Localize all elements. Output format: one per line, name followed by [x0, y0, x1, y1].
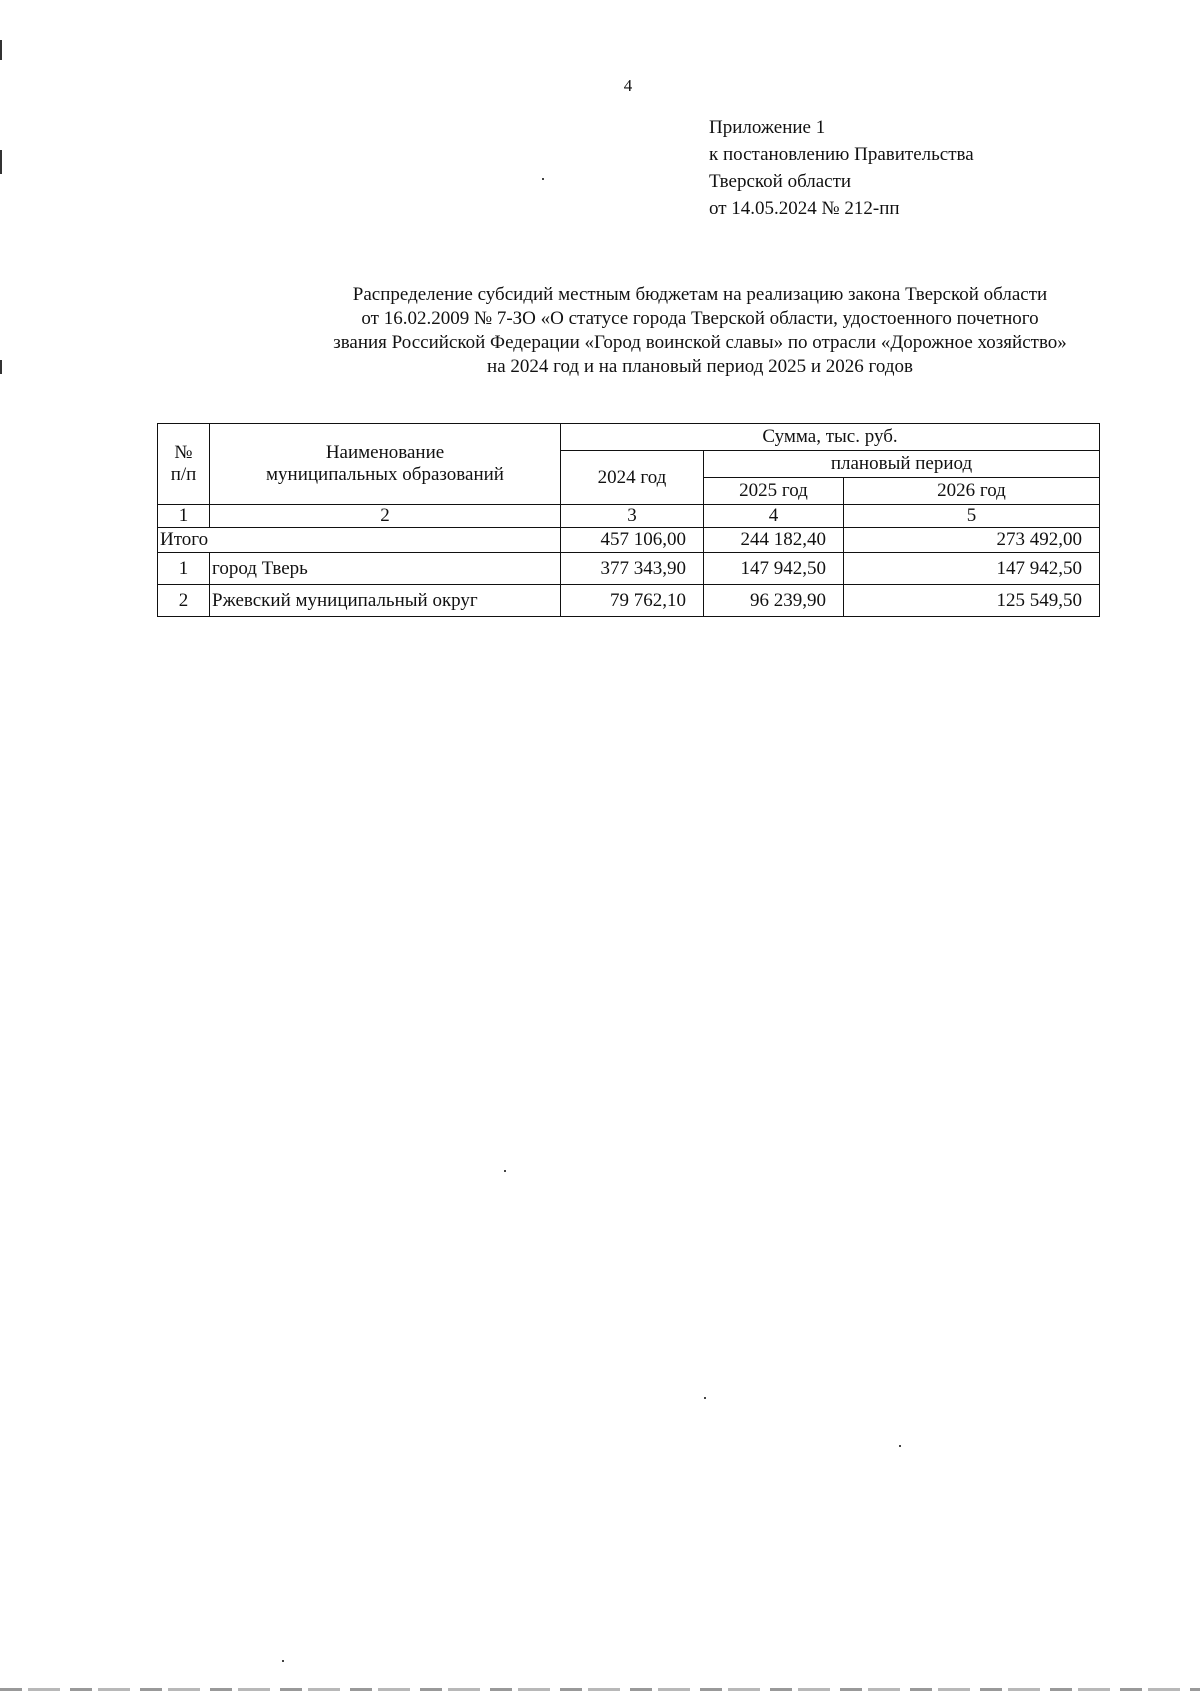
scan-speck: [504, 1170, 506, 1172]
row-2025: 147 942,50: [704, 553, 844, 585]
total-2024: 457 106,00: [561, 528, 704, 553]
scan-speck: [704, 1397, 706, 1399]
total-2026: 273 492,00: [844, 528, 1100, 553]
scan-edge-mark: [0, 40, 2, 60]
appendix-date-line: от 14.05.2024 № 212-пп: [709, 198, 900, 219]
header-2025: 2025 год: [704, 478, 844, 505]
header-2024: 2024 год: [561, 451, 704, 505]
total-label: Итого: [158, 528, 561, 553]
appendix-note: [709, 114, 974, 222]
scan-speck: [282, 1660, 284, 1662]
row-2026: 125 549,50: [844, 585, 1100, 617]
scan-speck: [899, 1445, 901, 1447]
total-row: [158, 528, 1100, 553]
row-2025: 96 239,90: [704, 585, 844, 617]
row-2026: 147 942,50: [844, 553, 1100, 585]
appendix-line: к постановлению Правительства: [709, 144, 974, 165]
document-title: [150, 283, 1200, 379]
title-line: на 2024 год и на плановый период 2025 и 2026 годов: [487, 356, 913, 377]
header-num-label: № п/п: [170, 442, 197, 485]
row-2024: 79 762,10: [561, 585, 704, 617]
scan-edge-mark: [0, 150, 2, 174]
page-number: 4: [623, 76, 633, 95]
scan-edge-mark: [0, 360, 2, 374]
appendix-line: Приложение 1: [709, 117, 826, 138]
column-number: 2: [210, 505, 561, 528]
header-num: [158, 424, 210, 505]
scan-speck: [542, 178, 544, 180]
row-name: Ржевский муниципальный округ: [210, 585, 561, 617]
header-2026: 2026 год: [844, 478, 1100, 505]
column-number: 4: [704, 505, 844, 528]
header-name-line2: муниципальных образований: [266, 464, 504, 485]
row-name: город Тверь: [210, 553, 561, 585]
row-num: 2: [158, 585, 210, 617]
header-name: [210, 424, 561, 505]
subsidy-table: [157, 423, 1100, 617]
appendix-line: Тверской области: [709, 171, 852, 192]
title-line: от 16.02.2009 № 7-ЗО «О статусе города Тверской области, удостоенного почетного: [361, 308, 1039, 329]
row-num: 1: [158, 553, 210, 585]
column-number: 3: [561, 505, 704, 528]
header-sum: Сумма, тыс. руб.: [561, 424, 1100, 451]
row-2024: 377 343,90: [561, 553, 704, 585]
table-row: [158, 585, 1100, 617]
table-row: [158, 553, 1100, 585]
scan-bottom-edge: [0, 1688, 1200, 1691]
total-2025: 244 182,40: [704, 528, 844, 553]
header-planned-period: плановый период: [704, 451, 1100, 478]
header-name-line1: Наименование: [325, 442, 445, 463]
column-number: 1: [158, 505, 210, 528]
column-number: 5: [844, 505, 1100, 528]
title-line: Распределение субсидий местным бюджетам на реализацию закона Тверской области: [352, 284, 1048, 305]
title-line: звания Российской Федерации «Город воинской славы» по отрасли «Дорожное хозяйство»: [333, 332, 1067, 353]
